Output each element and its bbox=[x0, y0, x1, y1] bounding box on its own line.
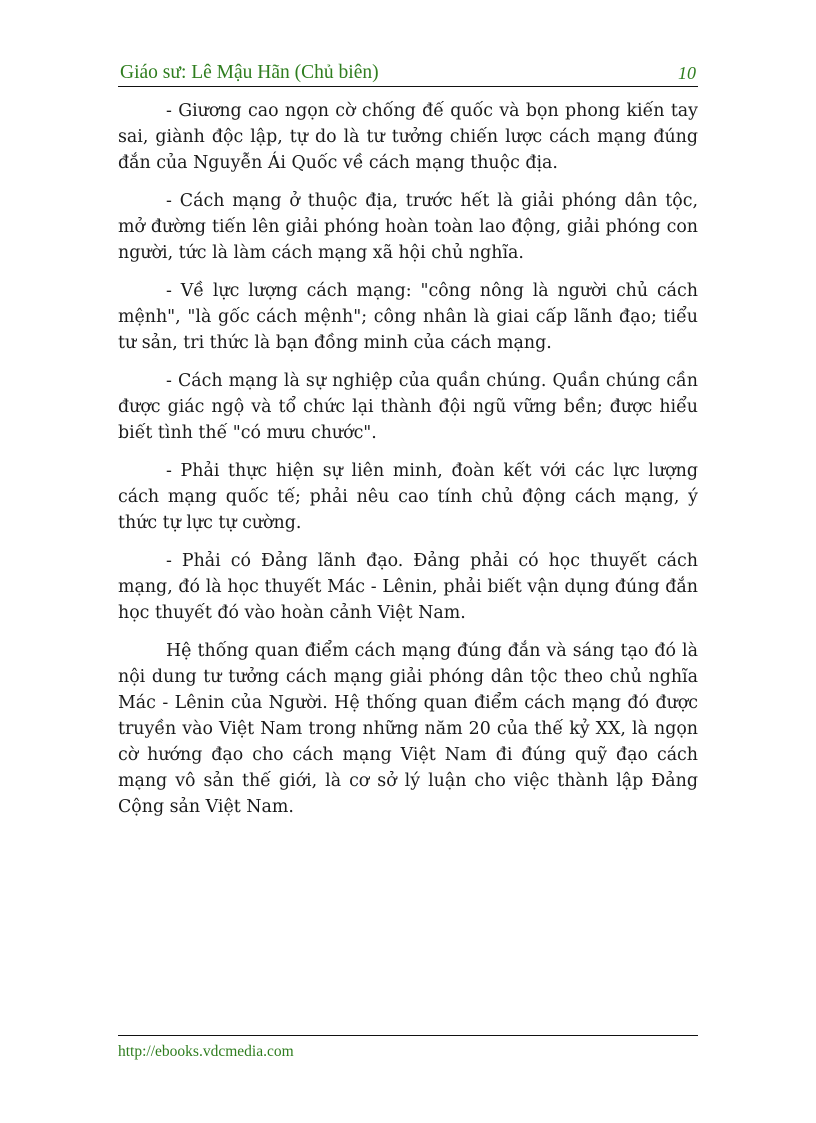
footer-url-link[interactable]: http://ebooks.vdcmedia.com bbox=[118, 1043, 294, 1060]
body-text bbox=[118, 98, 698, 832]
page-footer bbox=[118, 1035, 698, 1060]
paragraph-7: Hệ thống quan điểm cách mạng đúng đắn và sáng tạo đó là nội dung tư tưởng cách mạng giải phóng dân tộc theo chủ nghĩa Mác - Lênin của Người. Hệ thống quan điểm cách mạng đó được truyền vào Việt Nam trong những năm 20 của thế kỷ XX, là ngọn cờ hướng đạo cho cách mạng Việt Nam đi đúng quỹ đạo cách mạng vô sản thế giới, là cơ sở lý luận cho việc thành lập Đảng Cộng sản Việt Nam. bbox=[118, 641, 698, 817]
page-header bbox=[118, 60, 698, 87]
paragraph-5: - Phải thực hiện sự liên minh, đoàn kết với các lực lượng cách mạng quốc tế; phải nêu cao tính chủ động cách mạng, ý thức tự lực tự cường. bbox=[118, 461, 698, 533]
header-title: Giáo sư: Lê Mậu Hãn (Chủ biên) bbox=[120, 62, 379, 83]
paragraph-4: - Cách mạng là sự nghiệp của quần chúng. Quần chúng cần được giác ngộ và tổ chức lại thành đội ngũ vững bền; được hiểu biết tình thế "có mưu chước". bbox=[118, 371, 698, 443]
paragraph-1: - Giương cao ngọn cờ chống đế quốc và bọn phong kiến tay sai, giành độc lập, tự do là tư tưởng chiến lược cách mạng đúng đắn của Nguyễn Ái Quốc về cách mạng thuộc địa. bbox=[118, 101, 698, 173]
paragraph-3: - Về lực lượng cách mạng: "công nông là người chủ cách mệnh", "là gốc cách mệnh"; công nhân là giai cấp lãnh đạo; tiểu tư sản, tri thức là bạn đồng minh của cách mạng. bbox=[118, 281, 698, 353]
paragraph-6: - Phải có Đảng lãnh đạo. Đảng phải có học thuyết cách mạng, đó là học thuyết Mác - Lênin, phải biết vận dụng đúng đắn học thuyết đó vào hoàn cảnh Việt Nam. bbox=[118, 551, 698, 623]
paragraph-2: - Cách mạng ở thuộc địa, trước hết là giải phóng dân tộc, mở đường tiến lên giải phóng hoàn toàn lao động, giải phóng con người, tức là làm cách mạng xã hội chủ nghĩa. bbox=[118, 191, 698, 263]
page-number: 10 bbox=[678, 63, 696, 83]
